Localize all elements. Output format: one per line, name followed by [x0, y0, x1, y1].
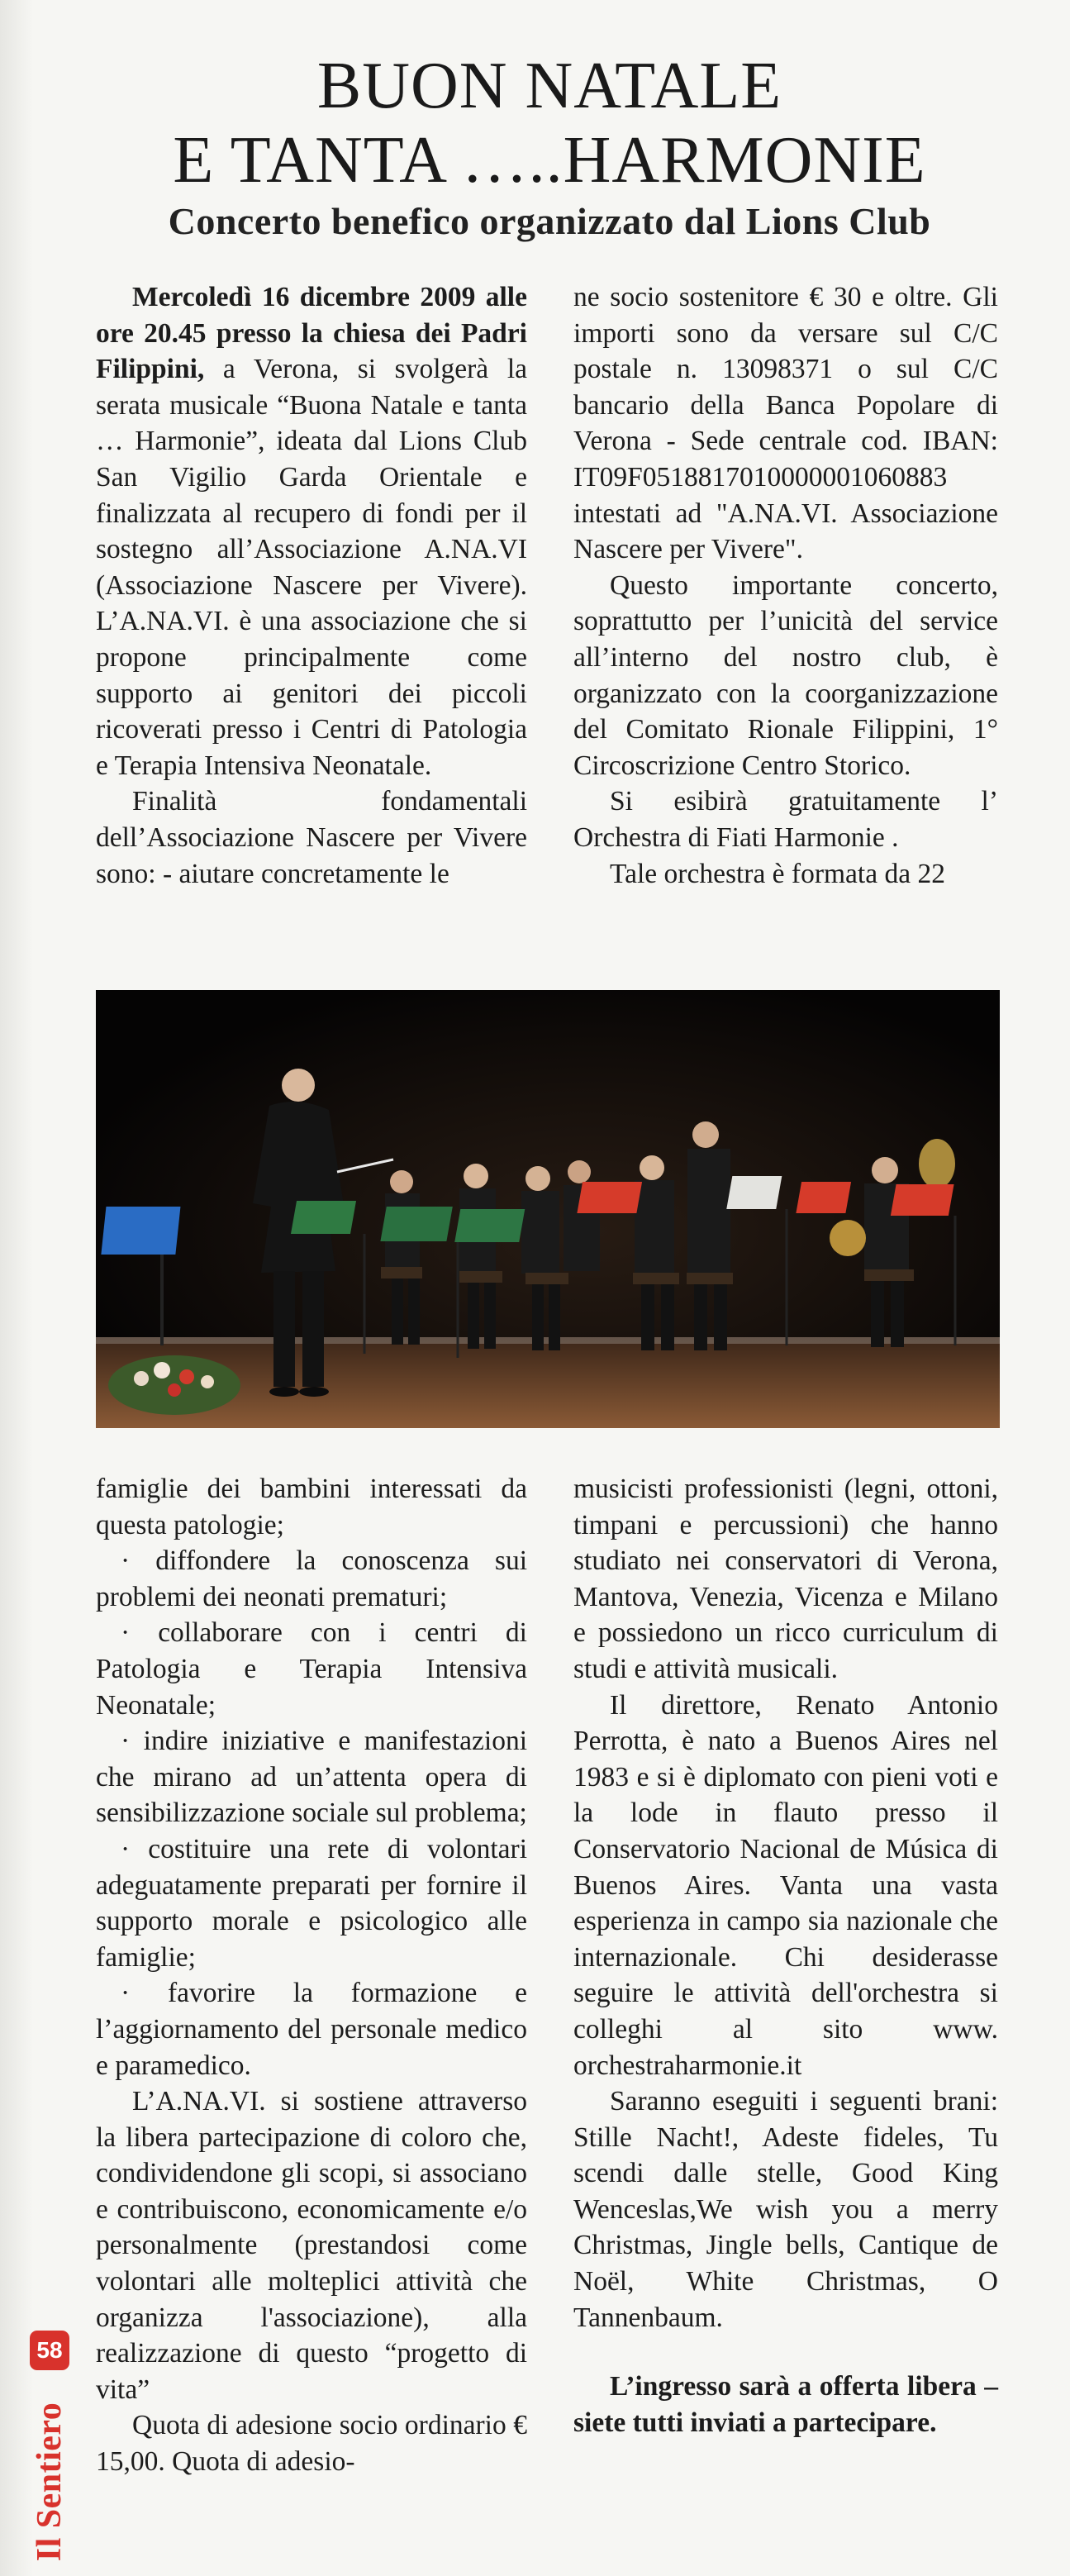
paragraph-finalita: Finalità fondamentali dell’Associazione Nascere per Vivere sono: - aiutare concretamente le	[96, 786, 527, 889]
headline-line-2: E TANTA …..HARMONIE	[173, 124, 926, 197]
paragraph-brani: Saranno eseguiti i seguenti brani: Stille Nacht!, Adeste fideles, Tu scendi dalle stelle, Good King Wenceslas,We wish you a merry Christmas, Jingle bells, Cantique de Noël, White Christmas, O Tannenbaum.	[573, 2086, 998, 2333]
paragraph-intro	[96, 279, 527, 783]
column-right-bottom	[573, 1471, 998, 2440]
paragraph-orchestra-size: Tale orchestra è formata da 22	[610, 858, 945, 889]
paragraph-quota-ordinario: Quota di adesione socio ordinario € 15,00. Quota di adesio-	[96, 2410, 527, 2478]
list-item-favorire: · favorire la formazione e l’aggiornamento del personale medico e paramedico.	[96, 1978, 527, 2081]
orchestra-photo-illustration	[96, 990, 1000, 1428]
column-left-bottom	[96, 1471, 527, 2480]
publication-name	[0, 2391, 99, 2573]
list-item-costituire: · costituire una rete di volontari adeguatamente preparati per fornire il supporto morale e psicologico alle famiglie;	[96, 1833, 527, 1973]
page-number-badge: 58	[30, 2331, 69, 2370]
publication-name-text: Il Sentiero	[31, 2402, 69, 2562]
page-gutter	[0, 0, 33, 2576]
paragraph-musicisti: musicisti professionisti (legni, ottoni, timpani e percussioni) che hanno studiato nei conservatori di Verona, Mantova, Venezia, Vicenza e Milano e possiedono un ricco curriculum di studi e attività musicali.	[573, 1474, 998, 1684]
list-item-diffondere: · diffondere la conoscenza sui problemi dei neonati prematuri;	[96, 1545, 527, 1612]
paragraph-ingresso: L’ingresso sarà a offerta libera – siete tutti inviati a partecipare.	[573, 2371, 998, 2438]
headline-line-1: BUON NATALE	[316, 50, 782, 122]
paragraph-sostiene: L’A.NA.VI. si sostiene attraverso la libera partecipazione di coloro che, condividendone gli scopi, si associano e contribuiscono, economicamente e/o personalmente (prestandosi come volontari alle molteplici attività che organizza l'associazione), alla realizzazione di questo “progetto di vita”	[96, 2086, 527, 2405]
paragraph-quote: ne socio sostenitore € 30 e oltre. Gli importi sono da versare sul C/C postale n. 13098371 o sul C/C bancario della Banca Popolare di Verona - Sede centrale cod. IBAN: IT09F0518817010000001060883 intestati ad "A.NA.VI. Associazione Nascere per Vivere".	[573, 282, 998, 565]
list-item-collaborare: · collaborare con i centri di Patologia e Terapia Intensiva Neonatale;	[96, 1617, 527, 1721]
paragraph-orchestra: Si esibirà gratuitamente l’ Orchestra di Fiati Harmonie .	[573, 786, 998, 853]
orchestra-photo	[96, 990, 1000, 1428]
paragraph-concerto: Questo importante concerto, soprattutto per l’unicità del service all’interno del nostro club, è organizzato con la coorganizzazione del Comitato Rionale Filippini, 1° Circoscrizione Centro Storico.	[573, 569, 998, 781]
column-right-top	[573, 279, 998, 892]
column-left-top	[96, 279, 527, 892]
paragraph-famiglie: famiglie dei bambini interessati da questa patologie;	[96, 1474, 527, 1540]
subtitle: Concerto benefico organizzato dal Lions Club	[168, 200, 931, 242]
paragraph-direttore: Il direttore, Renato Antonio Perrotta, è nato a Buenos Aires nel 1983 e si è diplomato con pieni voti e la lode in flauto presso il Conservatorio Nacional de Música di Buenos Aires. Vanta una vasta esperienza in campo sia nazionale che internazionale. Chi desiderasse seguire le attività dell'orchestra si colleghi al sito www. orchestraharmonie.it	[573, 1689, 998, 2081]
intro-text: a Verona, si svolgerà la serata musicale “Buona Natale e tanta … Harmonie”, ideata dal Lions Club San Vigilio Garda Orientale e finalizzata al recupero di fondi per il sostegno all’Associazione A.NA.VI (Associazione Nascere per Vivere). L’A.NA.VI. è una associazione che si propone principalmente come supporto ai genitori dei piccoli ricoverati presso i Centri di Patologia e Terapia Intensiva Neonatale.	[96, 354, 527, 781]
list-item-indire: · indire iniziative e manifestazioni che mirano ad un’attenta opera di sensibilizzazione sociale sul problema;	[96, 1726, 527, 1829]
flower-arrangement	[108, 1355, 240, 1415]
intro-bold-lead: Mercoledì 16 dicembre 2009 alle ore 20.45 presso la chiesa dei Padri Filippini,	[96, 282, 527, 385]
